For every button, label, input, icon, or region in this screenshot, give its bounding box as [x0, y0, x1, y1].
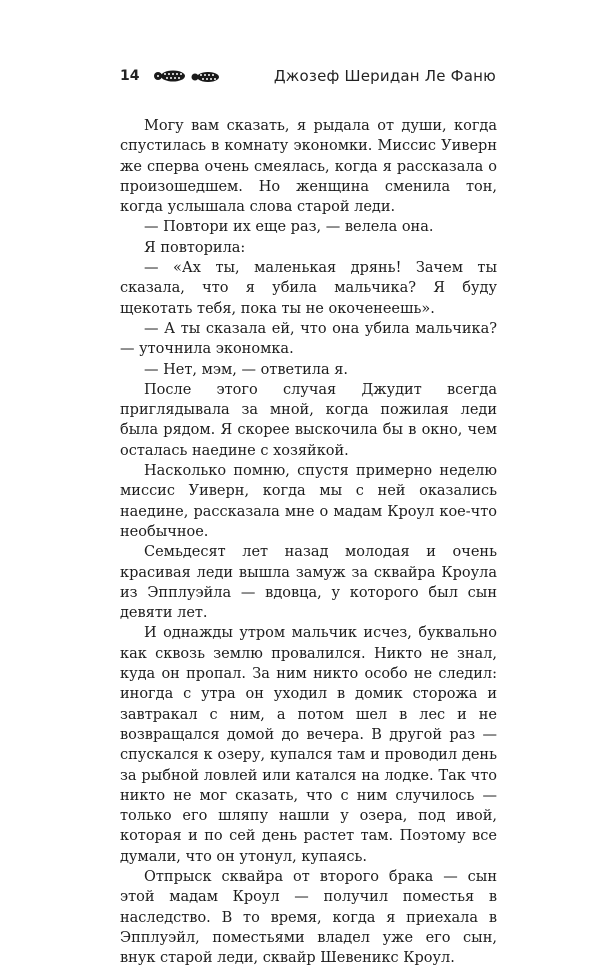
- paragraph: Насколько помню, спустя примерно неделю миссис Уиверн, когда мы с ней оказались наедине, рассказала мне о мадам Кроул кое-что необычное.: [120, 463, 497, 540]
- running-title: Джозеф Шеридан Ле Фаню: [273, 67, 496, 85]
- paragraph: — Повтори их еще раз, — велела она.: [144, 219, 434, 236]
- page-header: [120, 64, 496, 88]
- footprints-icon: [153, 69, 221, 83]
- paragraph: Семьдесят лет назад молодая и очень красивая леди вышла замуж за сквайра Кроула из Эпплуэйла — вдовца, у которого был сын девяти лет.: [120, 544, 497, 622]
- paragraph: После этого случая Джудит всегда приглядывала за мной, когда пожилая леди была рядом. Я скорее выскочила бы в окно, чем осталась наедине с хозяйкой.: [120, 381, 497, 459]
- paragraph: Могу вам сказать, я рыдала от души, когда спустилась в комнату экономки. Миссис Уиверн же сперва очень смеялась, когда я рассказала о произошедшем. Но женщина сменила тон, когда услышала слова старой леди.: [120, 118, 497, 216]
- paragraph: — «Ах ты, маленькая дрянь! Зачем ты сказала, что я убила мальчика? Я буду щекотать тебя, пока ты не окоченеешь».: [120, 260, 497, 317]
- paragraph: — А ты сказала ей, что она убила мальчика? — уточнила экономка.: [120, 320, 497, 358]
- page-number: 14: [120, 68, 140, 84]
- paragraph: И однажды утром мальчик исчез, буквально как сквозь землю провалился. Никто не знал, куда он пропал. За ним никто особо не следил: иногда с утра он уходил в домик сторожа и завтракал с ним, а потом шел в лес и не возвращался домой до вечера. В другой раз — спускался к озеру, купался там и проводил день за рыбной ловлей или катался на лодке. Так что никто не мог сказать, что с ним случилось — только его шляпу нашли у озера, под ивой, которая и по сей день растет там. Поэтому все думали, что он утонул, купаясь.: [120, 625, 497, 865]
- paragraph: Отпрыск сквайра от второго брака — сын этой мадам Кроул — получил поместья в наследство. В то время, когда я приехала в Эпплуэйл, поместьями владел уже его сын, внук старой леди, сквайр Шевеникс Кроул.: [120, 868, 497, 967]
- paragraph: Я повторила:: [144, 239, 246, 256]
- paragraph: — Нет, мэм, — ответила я.: [144, 361, 348, 378]
- page-body: [120, 116, 497, 968]
